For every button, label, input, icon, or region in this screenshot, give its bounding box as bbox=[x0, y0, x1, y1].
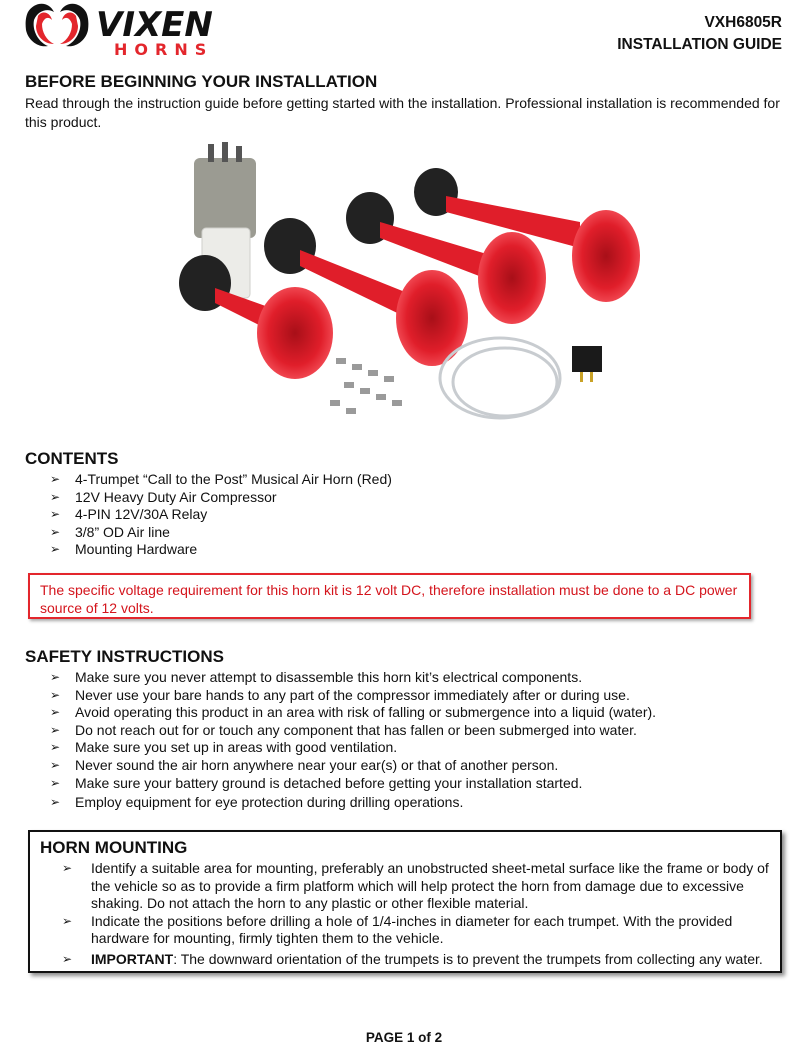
product-image bbox=[160, 138, 650, 438]
list-item: ➢ Make sure you set up in areas with good ventilation. bbox=[50, 739, 398, 756]
list-item: ➢ 3/8” OD Air line bbox=[50, 523, 170, 540]
list-item: ➢ Identify a suitable area for mounting, preferably an unobstructed sheet-metal surface like the frame or body of the vehicle so as to provide a firm platform which will help protect the horn from damage due to excessive shaking. Do not attach the horn to any plastic or other flexible material. bbox=[62, 860, 769, 911]
vixen-horns-logo bbox=[24, 2, 242, 58]
arrowhead-bullet-icon: ➢ bbox=[50, 775, 61, 790]
air-line-icon bbox=[440, 338, 560, 418]
document-id bbox=[617, 12, 782, 56]
list-item: ➢ Indicate the positions before drilling a hole of 1/4-inches in diameter for each trumpet. With the provided hardware for mounting, firmly tighten them to the vehicle. bbox=[62, 912, 733, 946]
list-item: ➢ Employ equipment for eye protection during drilling operations. bbox=[50, 794, 464, 811]
mounting-list bbox=[40, 860, 770, 968]
horn-mounting-section bbox=[28, 830, 782, 973]
before-text: Read through the instruction guide before getting started with the installation. Professional installation is recommended for this product. bbox=[25, 95, 780, 130]
contents-section bbox=[25, 449, 782, 559]
arrowhead-bullet-icon: ➢ bbox=[62, 913, 73, 928]
model-number: VXH6805R bbox=[704, 14, 782, 31]
page-number: PAGE 1 of 2 bbox=[365, 1030, 443, 1045]
contents-list bbox=[25, 471, 782, 559]
arrowhead-bullet-icon: ➢ bbox=[50, 542, 61, 557]
trumpet-icon bbox=[179, 255, 333, 379]
list-item: ➢ 4-PIN 12V/30A Relay bbox=[50, 506, 208, 523]
important-text: : The downward orientation of the trumpets is to prevent the trumpets from collecting any water. bbox=[173, 950, 763, 967]
list-item: ➢ Do not reach out for or touch any component that has fallen or been submerged into water. bbox=[50, 721, 637, 738]
list-item: ➢ Make sure your battery ground is detached before getting your installation started. bbox=[50, 774, 583, 791]
arrowhead-bullet-icon: ➢ bbox=[62, 951, 73, 966]
warning-text: The specific voltage requirement for this horn kit is 12 volt DC, therefore installation must be done to a DC power source of 12 volts. bbox=[40, 582, 738, 616]
list-item: ➢ Avoid operating this product in an area with risk of falling or submergence into a liquid (water). bbox=[50, 704, 657, 721]
voltage-warning bbox=[28, 573, 751, 619]
arrowhead-bullet-icon: ➢ bbox=[50, 507, 61, 522]
arrowhead-bullet-icon: ➢ bbox=[62, 861, 73, 875]
important-label: IMPORTANT bbox=[91, 950, 174, 967]
arrowhead-bullet-icon: ➢ bbox=[50, 740, 61, 755]
before-section bbox=[25, 72, 782, 132]
relay-icon bbox=[572, 346, 602, 382]
arrowhead-bullet-icon: ➢ bbox=[50, 687, 61, 702]
document-title: INSTALLATION GUIDE bbox=[617, 36, 782, 53]
list-item: ➢ Mounting Hardware bbox=[50, 541, 198, 558]
safety-list bbox=[25, 669, 782, 812]
list-item bbox=[62, 951, 770, 969]
arrowhead-bullet-icon: ➢ bbox=[50, 795, 61, 810]
before-heading: BEFORE BEGINNING YOUR INSTALLATION bbox=[25, 72, 378, 91]
mounting-hardware-icon bbox=[330, 358, 402, 414]
arrowhead-bullet-icon: ➢ bbox=[50, 489, 61, 504]
list-item: ➢ Never sound the air horn anywhere near your ear(s) or that of another person. bbox=[50, 756, 559, 773]
horns-emblem-icon bbox=[26, 4, 89, 47]
safety-heading: SAFETY INSTRUCTIONS bbox=[25, 647, 224, 666]
list-item: ➢ 4-Trumpet “Call to the Post” Musical Air Horn (Red) bbox=[50, 471, 392, 487]
contents-heading: CONTENTS bbox=[25, 449, 119, 468]
list-item: ➢ Make sure you never attempt to disassemble this horn kit’s electrical components. bbox=[50, 669, 583, 685]
list-item: ➢ Never use your bare hands to any part of the compressor immediately after or during use. bbox=[50, 686, 630, 703]
svg-text:HORNS: HORNS bbox=[114, 40, 214, 58]
arrowhead-bullet-icon: ➢ bbox=[50, 722, 61, 737]
arrowhead-bullet-icon: ➢ bbox=[50, 472, 61, 486]
safety-section bbox=[25, 647, 782, 812]
arrowhead-bullet-icon: ➢ bbox=[50, 524, 61, 539]
mounting-heading: HORN MOUNTING bbox=[40, 838, 188, 857]
arrowhead-bullet-icon: ➢ bbox=[50, 670, 61, 684]
list-item: ➢ 12V Heavy Duty Air Compressor bbox=[50, 488, 277, 505]
arrowhead-bullet-icon: ➢ bbox=[50, 757, 61, 772]
svg-text:VIXEN: VIXEN bbox=[96, 5, 213, 45]
arrowhead-bullet-icon: ➢ bbox=[50, 705, 61, 720]
